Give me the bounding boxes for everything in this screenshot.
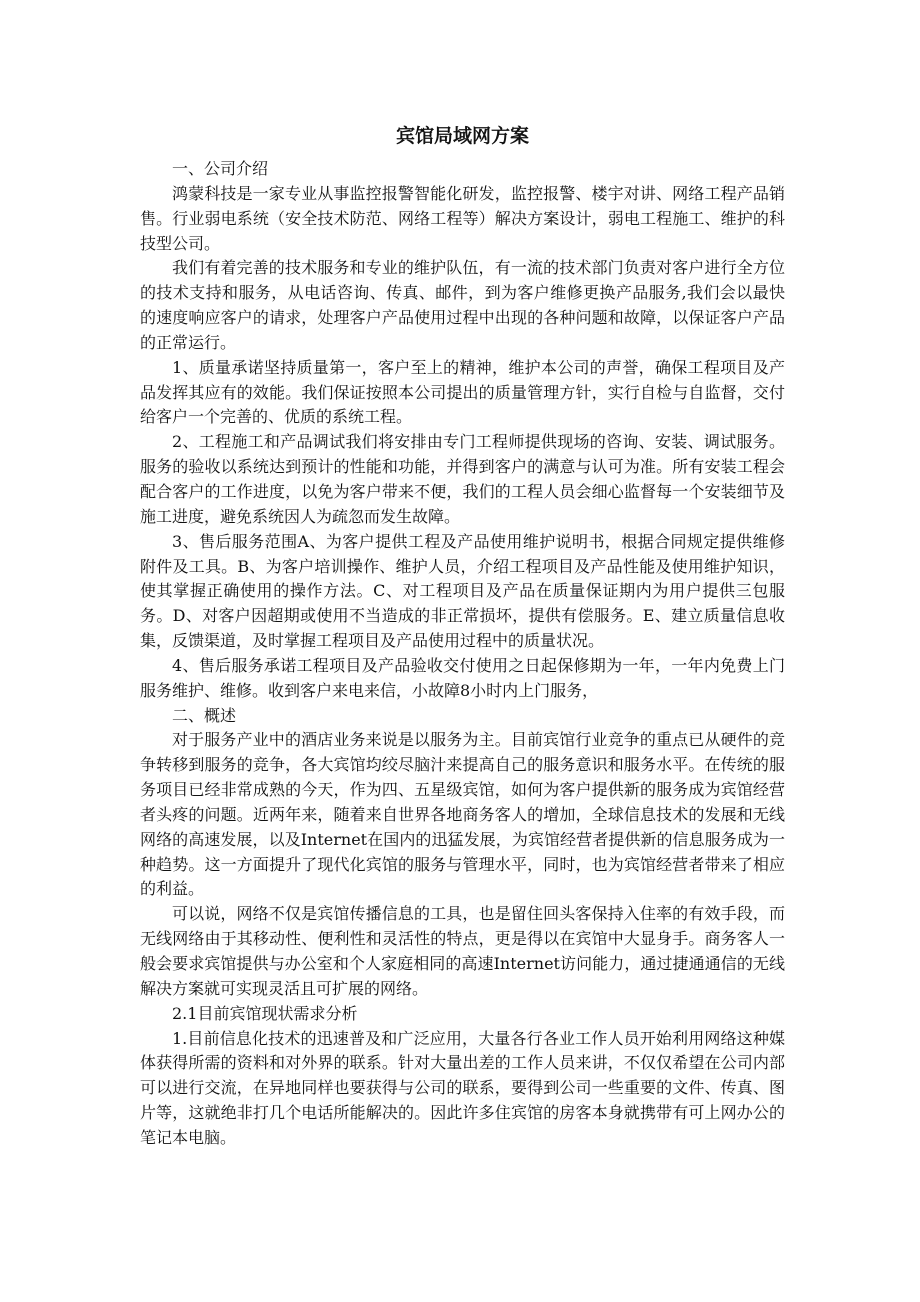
paragraph-hotel-industry: 对于服务产业中的酒店业务来说是以服务为主。目前宾馆行业竞争的重点已从硬件的竞争转移到服务的竞争，各大宾馆均绞尽脑汁来提高自己的服务意识和服务水平。在传统的服务项目已经非常成熟的今天，作为四、五星级宾馆，如何为客户提供新的服务成为宾馆经营者头疼的问题。近两年来，随着来自世界各地商务客人的增加，全球信息技术的发展和无线网络的高速发展，以及Internet在国内的迅猛发展，为宾馆经营者提供新的信息服务成为一种趋势。这一方面提升了现代化宾馆的服务与管理水平，同时，也为宾馆经营者带来了相应的利益。: [140, 730, 785, 899]
paragraph-demand-item-1: 1.目前信息化技术的迅速普及和广泛应用，大量各行各业工作人员开始利用网络这种媒体获得所需的资料和对外界的联系。针对大量出差的工作人员来讲，不仅仅希望在公司内部可以进行交流，在异地同样也要获得与公司的联系，要得到公司一些重要的文件、传真、图片等，这就绝非打几个电话所能解决的。因此许多住宾馆的房客本身就携带有可上网办公的笔记本电脑。: [140, 1028, 785, 1147]
document-body: [140, 157, 785, 1151]
paragraph-construction-debugging: 2、工程施工和产品调试我们将安排由专门工程师提供现场的咨询、安装、调试服务。服务的验收以系统达到预计的性能和功能，并得到客户的满意与认可为准。所有安装工程会配合客户的工作进度，以免为客户带来不便，我们的工程人员会细心监督每一个安装细节及施工进度，避免系统因人为疏忽而发生故障。: [140, 432, 785, 526]
paragraph-quality-commitment: 1、质量承诺坚持质量第一，客户至上的精神，维护本公司的声誉，确保工程项目及产品发挥其应有的效能。我们保证按照本公司提出的质量管理方针，实行自检与自监督，交付给客户一个完善的、优质的系统工程。: [140, 357, 785, 427]
section-heading-company-intro: 一、公司介绍: [172, 159, 269, 178]
paragraph-company-profile: 鸿蒙科技是一家专业从事监控报警智能化研发，监控报警、楼宇对讲、网络工程产品销售。行业弱电系统（安全技术防范、网络工程等）解决方案设计，弱电工程施工、维护的科技型公司。: [140, 183, 785, 253]
document-title: 宾馆局域网方案: [395, 125, 529, 147]
section-heading-demand-analysis: 2.1目前宾馆现状需求分析: [172, 1003, 358, 1023]
paragraph-after-sales-scope: 3、售后服务范围A、为客户提供工程及产品使用维护说明书，根据合同规定提供维修附件及工具。B、为客户培训操作、维护人员，介绍工程项目及产品性能及使用维护知识，使其掌握正确使用的操作方法。C、对工程项目及产品在质量保证期内为用户提供三包服务。D、对客户因超期或使用不当造成的非正常损坏，提供有偿服务。E、建立质量信息收集，反馈渠道，及时掌握工程项目及产品使用过程中的质量状况。: [140, 531, 785, 651]
paragraph-service-team: 我们有着完善的技术服务和专业的维护队伍，有一流的技术部门负责对客户进行全方位的技术支持和服务，从电话咨询、传真、邮件，到为客户维修更换产品服务,我们会以最快的速度响应客户的请求，处理客户产品使用过程中出现的各种问题和故障，以保证客户产品的正常运行。: [140, 258, 785, 352]
section-heading-overview: 二、概述: [172, 705, 237, 725]
paragraph-after-sales-commitment: 4、售后服务承诺工程项目及产品验收交付使用之日起保修期为一年，一年内免费上门服务维护、维修。收到客户来电来信，小故障8小时内上门服务，: [140, 655, 785, 700]
paragraph-wireless-network: 可以说，网络不仅是宾馆传播信息的工具，也是留住回头客保持入住率的有效手段，而无线网络由于其移动性、便利性和灵活性的特点，更是得以在宾馆中大显身手。商务客人一般会要求宾馆提供与办公室和个人家庭相同的高速Internet访问能力，通过捷通通信的无线解决方案就可实现灵活且可扩展的网络。: [140, 904, 785, 998]
